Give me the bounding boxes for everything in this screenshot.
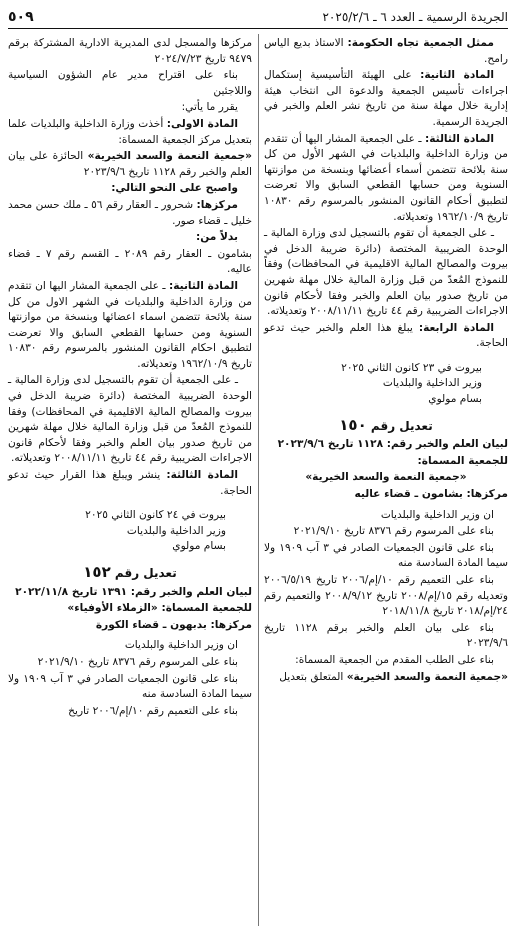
- section-152-clause-2: بناء على قانون الجمعيات الصادر في ٣ آب ١٩٠٩ ولا سيما المادة السادسة منه: [8, 672, 252, 701]
- instead-line: بدلاً من:: [195, 231, 238, 244]
- section-150-hq: مركزها: بشامون ـ قضاء عاليه: [354, 488, 508, 501]
- section-152-clause-1: بناء على المرسوم رقم ٨٣٧٦ تاريخ ٢٠٢١/٩/١٠: [37, 655, 238, 668]
- registration-paragraph: مركزها والمسجل لدى المديرية الادارية المشتركة برقم ٩٤٧٩ تاريخ ٢٠٢٤/٧/٢٣: [8, 37, 252, 65]
- gazette-title: الجريدة الرسمية ـ العدد ٦ ـ ٢٠٢٥/٢/٦: [322, 10, 508, 24]
- section-152-minister: ان وزير الداخلية والبلديات: [124, 639, 238, 652]
- article-1-name: «جمعية النعمة والسعد الخيرية» الحائزة على بيان العلم والخبر رقم ١١٢٨ تاريخ ٢٠٢٣/٩/٦: [8, 150, 253, 178]
- representative-paragraph: ممثل الجمعية تجاه الحكومة: الاستاذ بديع الياس رامح.: [264, 37, 508, 65]
- section-150-ref: لبيان العلم والخبر رقم: ١١٢٨ تاريخ ٢٠٢٣/٩/٦: [277, 438, 508, 451]
- section-152-title: تعديل رقم ١٥٢: [83, 563, 177, 581]
- article-3: المادة الثالثة: ينشر ويبلغ هذا القرار حيث تدعو الحاجة.: [8, 469, 252, 497]
- sign-name: بسام مولوي: [172, 540, 226, 553]
- section-150-clause-6: «جمعية النعمة والسعد الخيرية» المتعلق بتعديل: [279, 670, 508, 683]
- sign-date: بيروت في ٢٤ كانون الثاني ٢٠٢٥: [85, 509, 226, 522]
- sign-title: وزير الداخلية والبلديات: [382, 377, 482, 390]
- left-column: [8, 36, 252, 720]
- signature-block: [264, 361, 508, 408]
- sign-title: وزير الداخلية والبلديات: [126, 524, 226, 537]
- sign-date: بيروت في ٢٣ كانون الثاني ٢٠٢٥: [341, 361, 482, 374]
- page-header: [8, 6, 508, 29]
- section-150-assoc-name: «جمعية النعمة والسعد الخيرية»: [305, 471, 467, 484]
- right-column: [264, 36, 508, 686]
- decides-line: يقرر ما يأتي:: [181, 101, 238, 114]
- sign-name: بسام مولوي: [428, 393, 482, 406]
- section-152-clause-3: بناء على التعميم رقم ١٠/إم/٢٠٠٦ تاريخ: [68, 704, 238, 717]
- section-150-assoc-label: للجمعية المسماة:: [417, 454, 508, 467]
- section-150-clause-5: بناء على الطلب المقدم من الجمعية المسماة:: [295, 653, 494, 666]
- section-150-minister: ان وزير الداخلية والبلديات: [380, 508, 494, 521]
- proposal-paragraph: بناء على اقتراح مدير عام الشؤون السياسية واللاجئين: [8, 69, 252, 97]
- article-2: المادة الثانية: على الهيئة التأسيسية إستكمال اجراءات تأسيس الجمعية والدعوة الى انتخاب هيئة إدارية خلال مهلة سنة من تاريخ نشر العلم والخبر في الجريدة الرسمية.: [264, 69, 508, 128]
- article-2-tax: ـ على الجمعية أن تقوم بالتسجيل لدى وزارة المالية ـ الوحدة الضريبية المختصة (دائرة ضريبة الدخل في بيروت والمصالح المالية الاقليمية في المحافظات) وفقا للنموذج المُعدّ من قبل وزارة المالية خلال مهلة شهرين من تاريخ صدور بيان العلم والخبر وفقا لأحكام قانون الاجراءات الضريبية رقم ٤٤ تاريخ ٢٠٠٨/١١/١١ وتعديلاته.: [8, 374, 252, 465]
- section-150-title: تعديل رقم ١٥٠: [339, 415, 433, 434]
- old-hq: بشامون ـ العقار رقم ٢٠٨٩ ـ القسم رقم ٧ ـ قضاء عاليه.: [8, 247, 252, 276]
- article-3: المادة الثالثة: ـ على الجمعية المشار اليها أن تتقدم من وزارة الداخلية والبلديات في الشهر الأول من كل سنة بلائحة تتضمن أسماء أعضائها وبنسخة من موازنتها السنوية ومن حسابها القطعي السابق والا تعرضت لتطبيق أحكام القانون المنشور بالمرسوم رقم ١٠٨٣٠ تاريخ ١٩٦٢/١٠/٩ وتعديلاته.: [264, 132, 508, 223]
- section-150-clause-4: بناء على بيان العلم والخبر برقم ١١٢٨ تاريخ ٢٠٢٣/٩/٦: [264, 621, 508, 650]
- article-1: المادة الاولى: أخذت وزارة الداخلية والبلديات علما بتعديل مركز الجمعية المسماة:: [8, 117, 252, 146]
- became-line: واصبح على النحو التالي:: [111, 182, 238, 195]
- page-number: ٥٠٩: [8, 9, 34, 25]
- section-152-ref: لبيان العلم والخبر رقم: ١٣٩١ تاريخ ٢٠٢٢/١١/٨: [15, 585, 252, 598]
- section-150-clause-1: بناء على المرسوم رقم ٨٣٧٦ تاريخ ٢٠٢١/٩/١٠: [293, 525, 494, 538]
- section-152-assoc: للجمعية المسماة: «الزملاء الأوفياء»: [67, 602, 252, 615]
- new-hq: مركزها: شحرور ـ العقار رقم ٥٦ ـ ملك حسن محمد خليل ـ قضاء صور.: [8, 198, 252, 227]
- section-152-hq: مركزها: بدبهون ـ قضاء الكورة: [95, 618, 252, 631]
- section-150-clause-3: بناء على التعميم رقم ١٠/إم/٢٠٠٦ تاريخ ٢٠٠٦/٥/١٩ وتعديله رقم ١٥/إم/٢٠٠٨ تاريخ ٢٠٠٨/٩/١٢ والتعميم رقم ٢٤/إم/٢٠١٨ تاريخ ٢٠١٨/١١/٨: [264, 574, 508, 618]
- column-divider: [258, 34, 259, 926]
- signature-block: [8, 508, 252, 555]
- section-150-clause-2: بناء على قانون الجمعيات الصادر في ٣ آب ١٩٠٩ ولا سيما المادة السادسة منه: [264, 541, 508, 570]
- article-3-tax: ـ على الجمعية أن تقوم بالتسجيل لدى وزارة المالية ـ الوحدة الضريبية المختصة (دائرة ضريبة الدخل في بيروت والمصالح المالية الاقليمية في المحافظات) وفقاً للنموذج المُعدّ من قبل وزارة المالية خلال مهلة شهرين من تاريخ صدور بيان العلم والخبر وفقا لأحكام قانون الاجراءات الضريبية رقم ٤٤ تاريخ ٢٠٠٨/١١/١١ وتعديلاته.: [264, 227, 508, 318]
- article-2: المادة الثانية: ـ على الجمعية المشار اليها ان تتقدم من وزارة الداخلية والبلديات في الشهر الاول من كل سنة بلائحة تتضمن اسماء اعضائها وبنسخة من موازنتها السنوية ومن حسابها القطعي السابق والا تعرضت لتطبيق احكام القانون المنشور بالمرسوم رقم ١٠٨٣٠ تاريخ ١٩٦٢/١٠/٩ وتعديلاته.: [8, 279, 252, 370]
- article-4: المادة الرابعة: يبلغ هذا العلم والخبر حيث تدعو الحاجة.: [264, 321, 508, 350]
